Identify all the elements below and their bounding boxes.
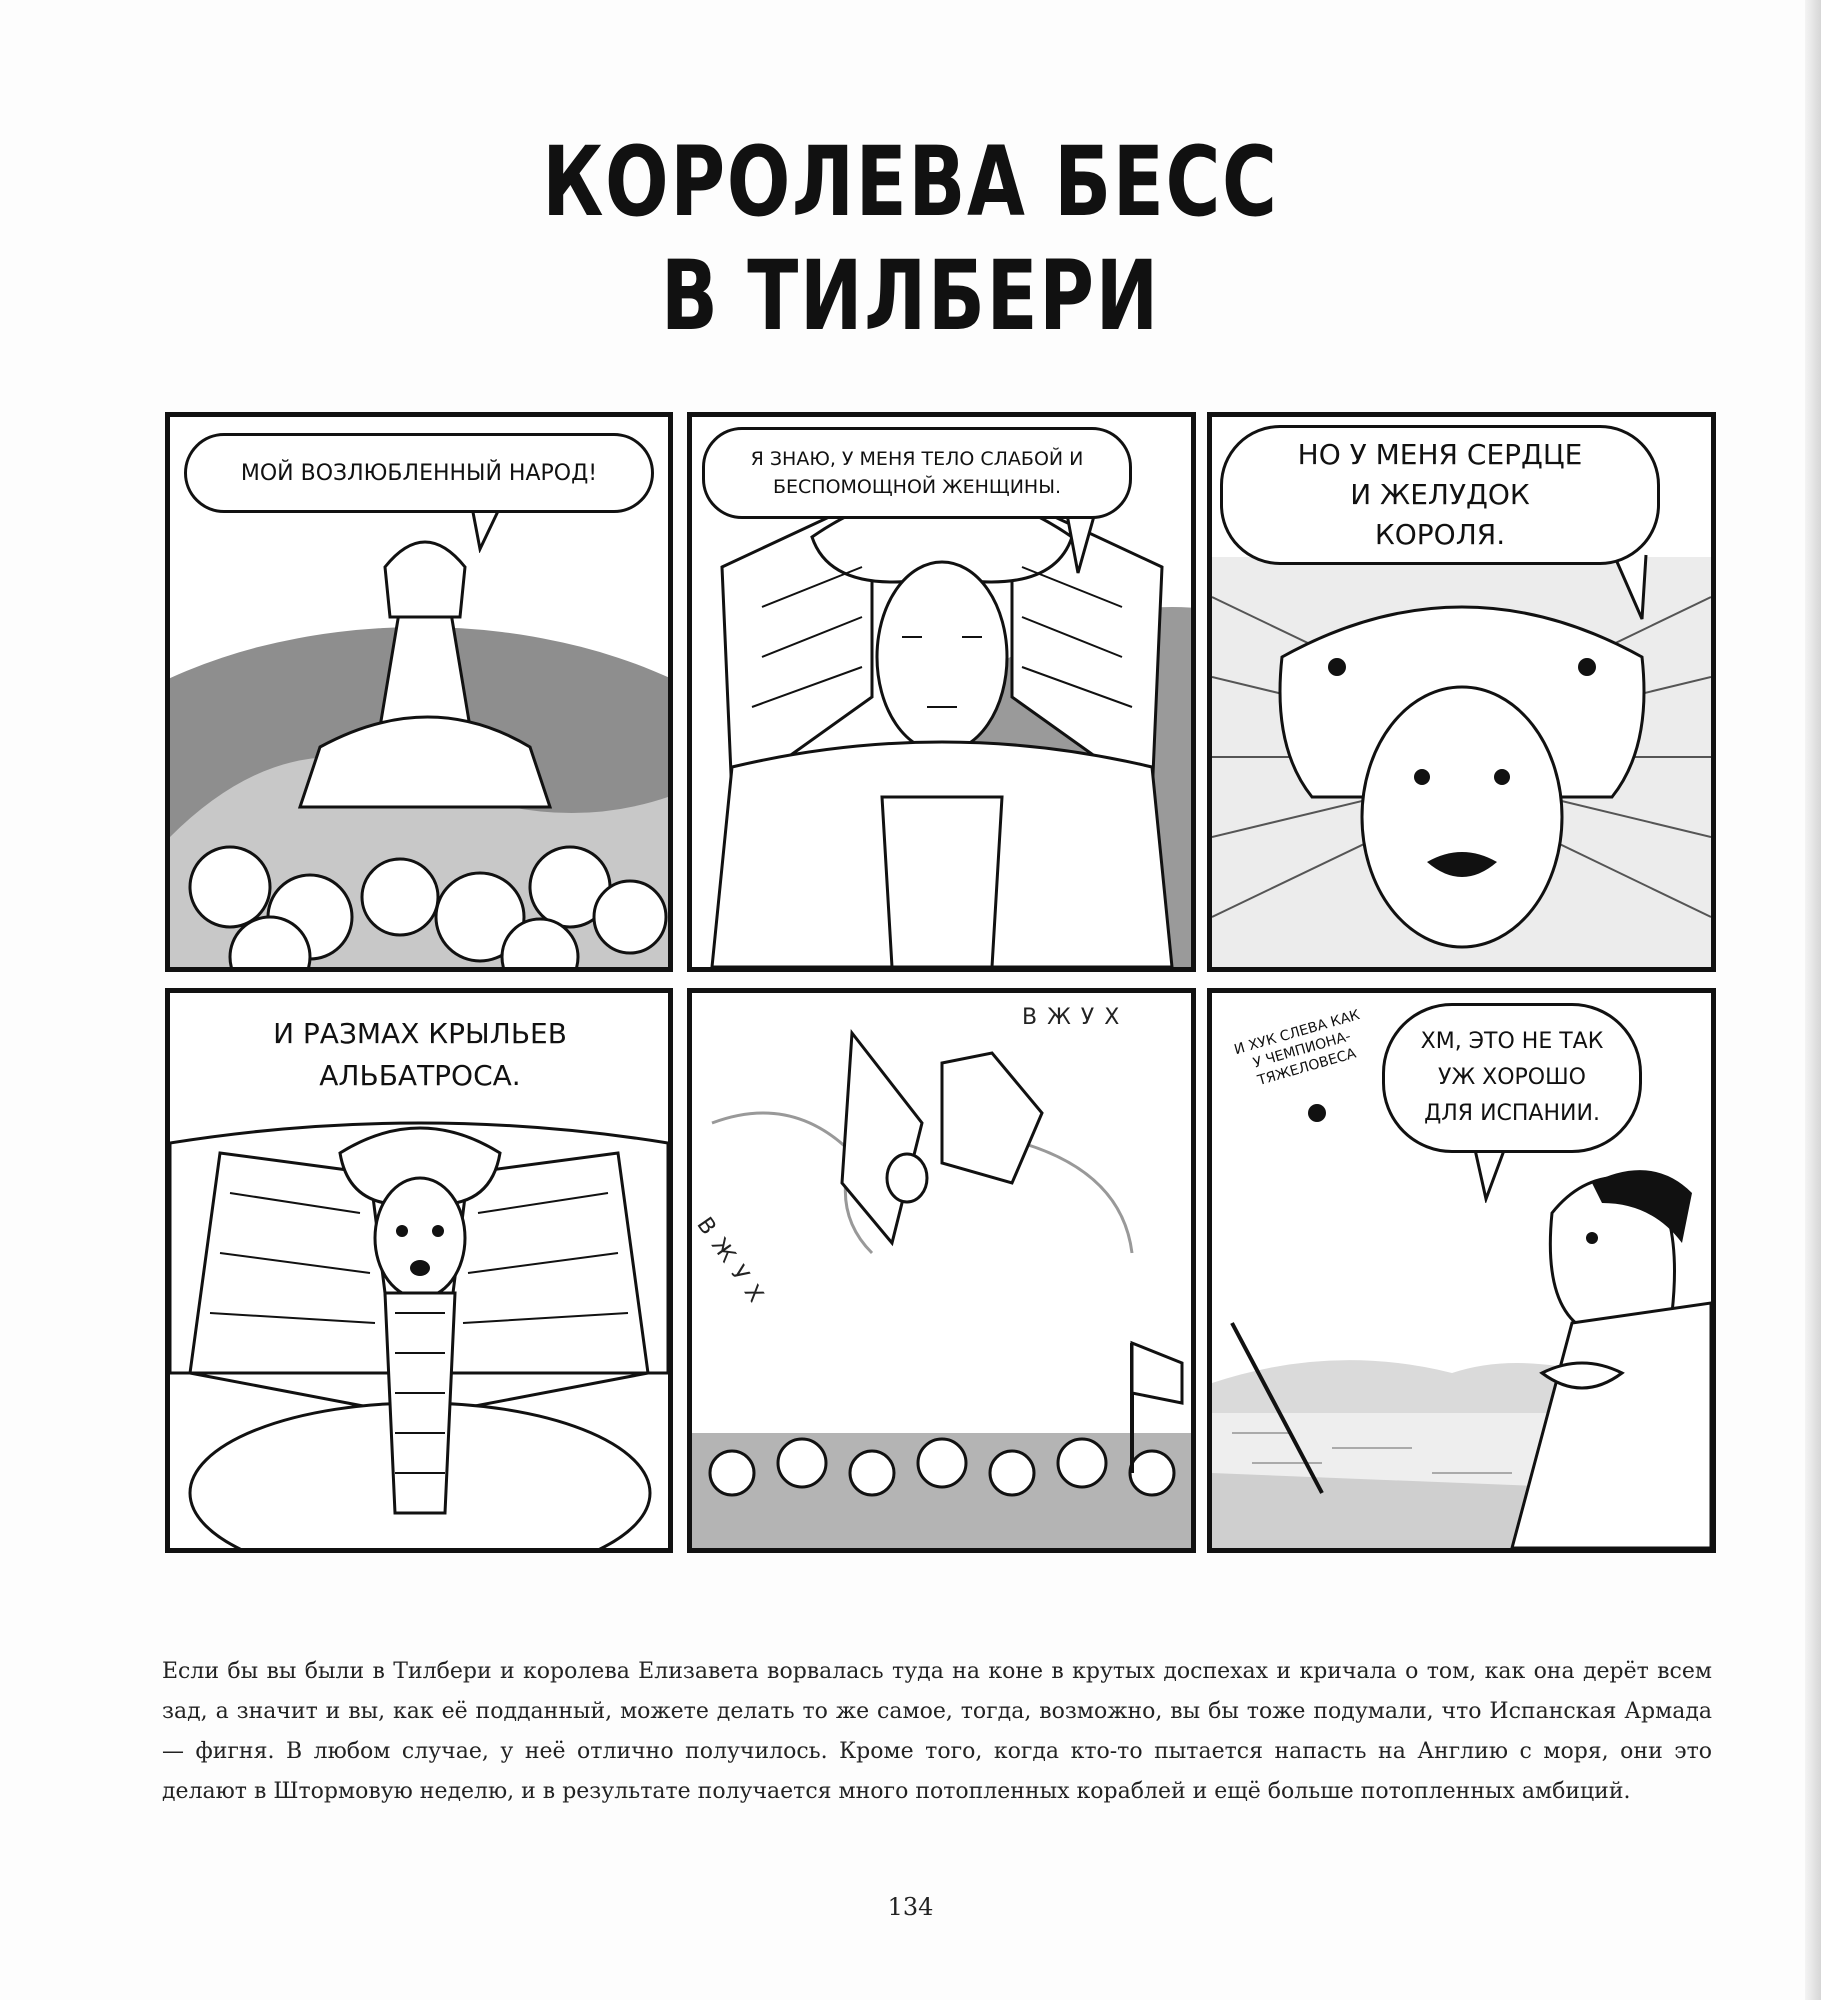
comic-panel-4 [165, 988, 673, 1553]
side-note: И ХУК СЛЕВА КАК У ЧЕМПИОНА-ТЯЖЕЛОВЕСА [1232, 1007, 1362, 1089]
comic-panel-3 [1207, 412, 1716, 972]
body-paragraph: Если бы вы были в Тилбери и королева Елизавета ворвалась туда на коне в крутых доспехах и кричала о том, как она дерёт всем зад, а значит и вы, как её подданный, можете делать то же самое, тогда, возможно, вы бы тоже подумали, что Испанская Армада — фигня. В любом случае, у неё отлично получилось. Кроме того, когда кто-то пытается напасть на Англию с моря, они это делают в Штормовую неделю, и в результате получается много потопленных кораблей и ещё больше потопленных амбиций. [162, 1659, 1712, 1804]
page-title-line-1: КОРОЛЕВА БЕСС [542, 126, 1279, 238]
page-number: 134 [887, 1893, 934, 1921]
page-title-line-2: В ТИЛБЕРИ [660, 240, 1160, 352]
comic-panel-6 [1207, 988, 1716, 1553]
speech-bubble: Я ЗНАЮ, У МЕНЯ ТЕЛО СЛАБОЙ И БЕСПОМОЩНОЙ ЖЕНЩИНЫ. [702, 427, 1132, 519]
sound-effect: ВЖУХ [691, 1213, 774, 1316]
speech-bubble: ХМ, ЭТО НЕ ТАК УЖ ХОРОШО ДЛЯ ИСПАНИИ. [1382, 1003, 1642, 1153]
speech-tail [1612, 553, 1652, 623]
comic-panel-1 [165, 412, 673, 972]
comic-panel-2 [687, 412, 1196, 972]
page-edge [1805, 0, 1821, 2000]
sound-effect: ВЖУХ [1022, 1005, 1130, 1030]
panel-5-illustration [692, 993, 1191, 1548]
speech-bubble: МОЙ ВОЗЛЮБЛЕННЫЙ НАРОД! [184, 433, 654, 513]
narration-caption: И РАЗМАХ КРЫЛЬЕВ АЛЬБАТРОСА. [250, 1005, 590, 1105]
comic-panel-5 [687, 988, 1196, 1553]
speech-bubble: НО У МЕНЯ СЕРДЦЕ И ЖЕЛУДОК КОРОЛЯ. [1220, 425, 1660, 565]
